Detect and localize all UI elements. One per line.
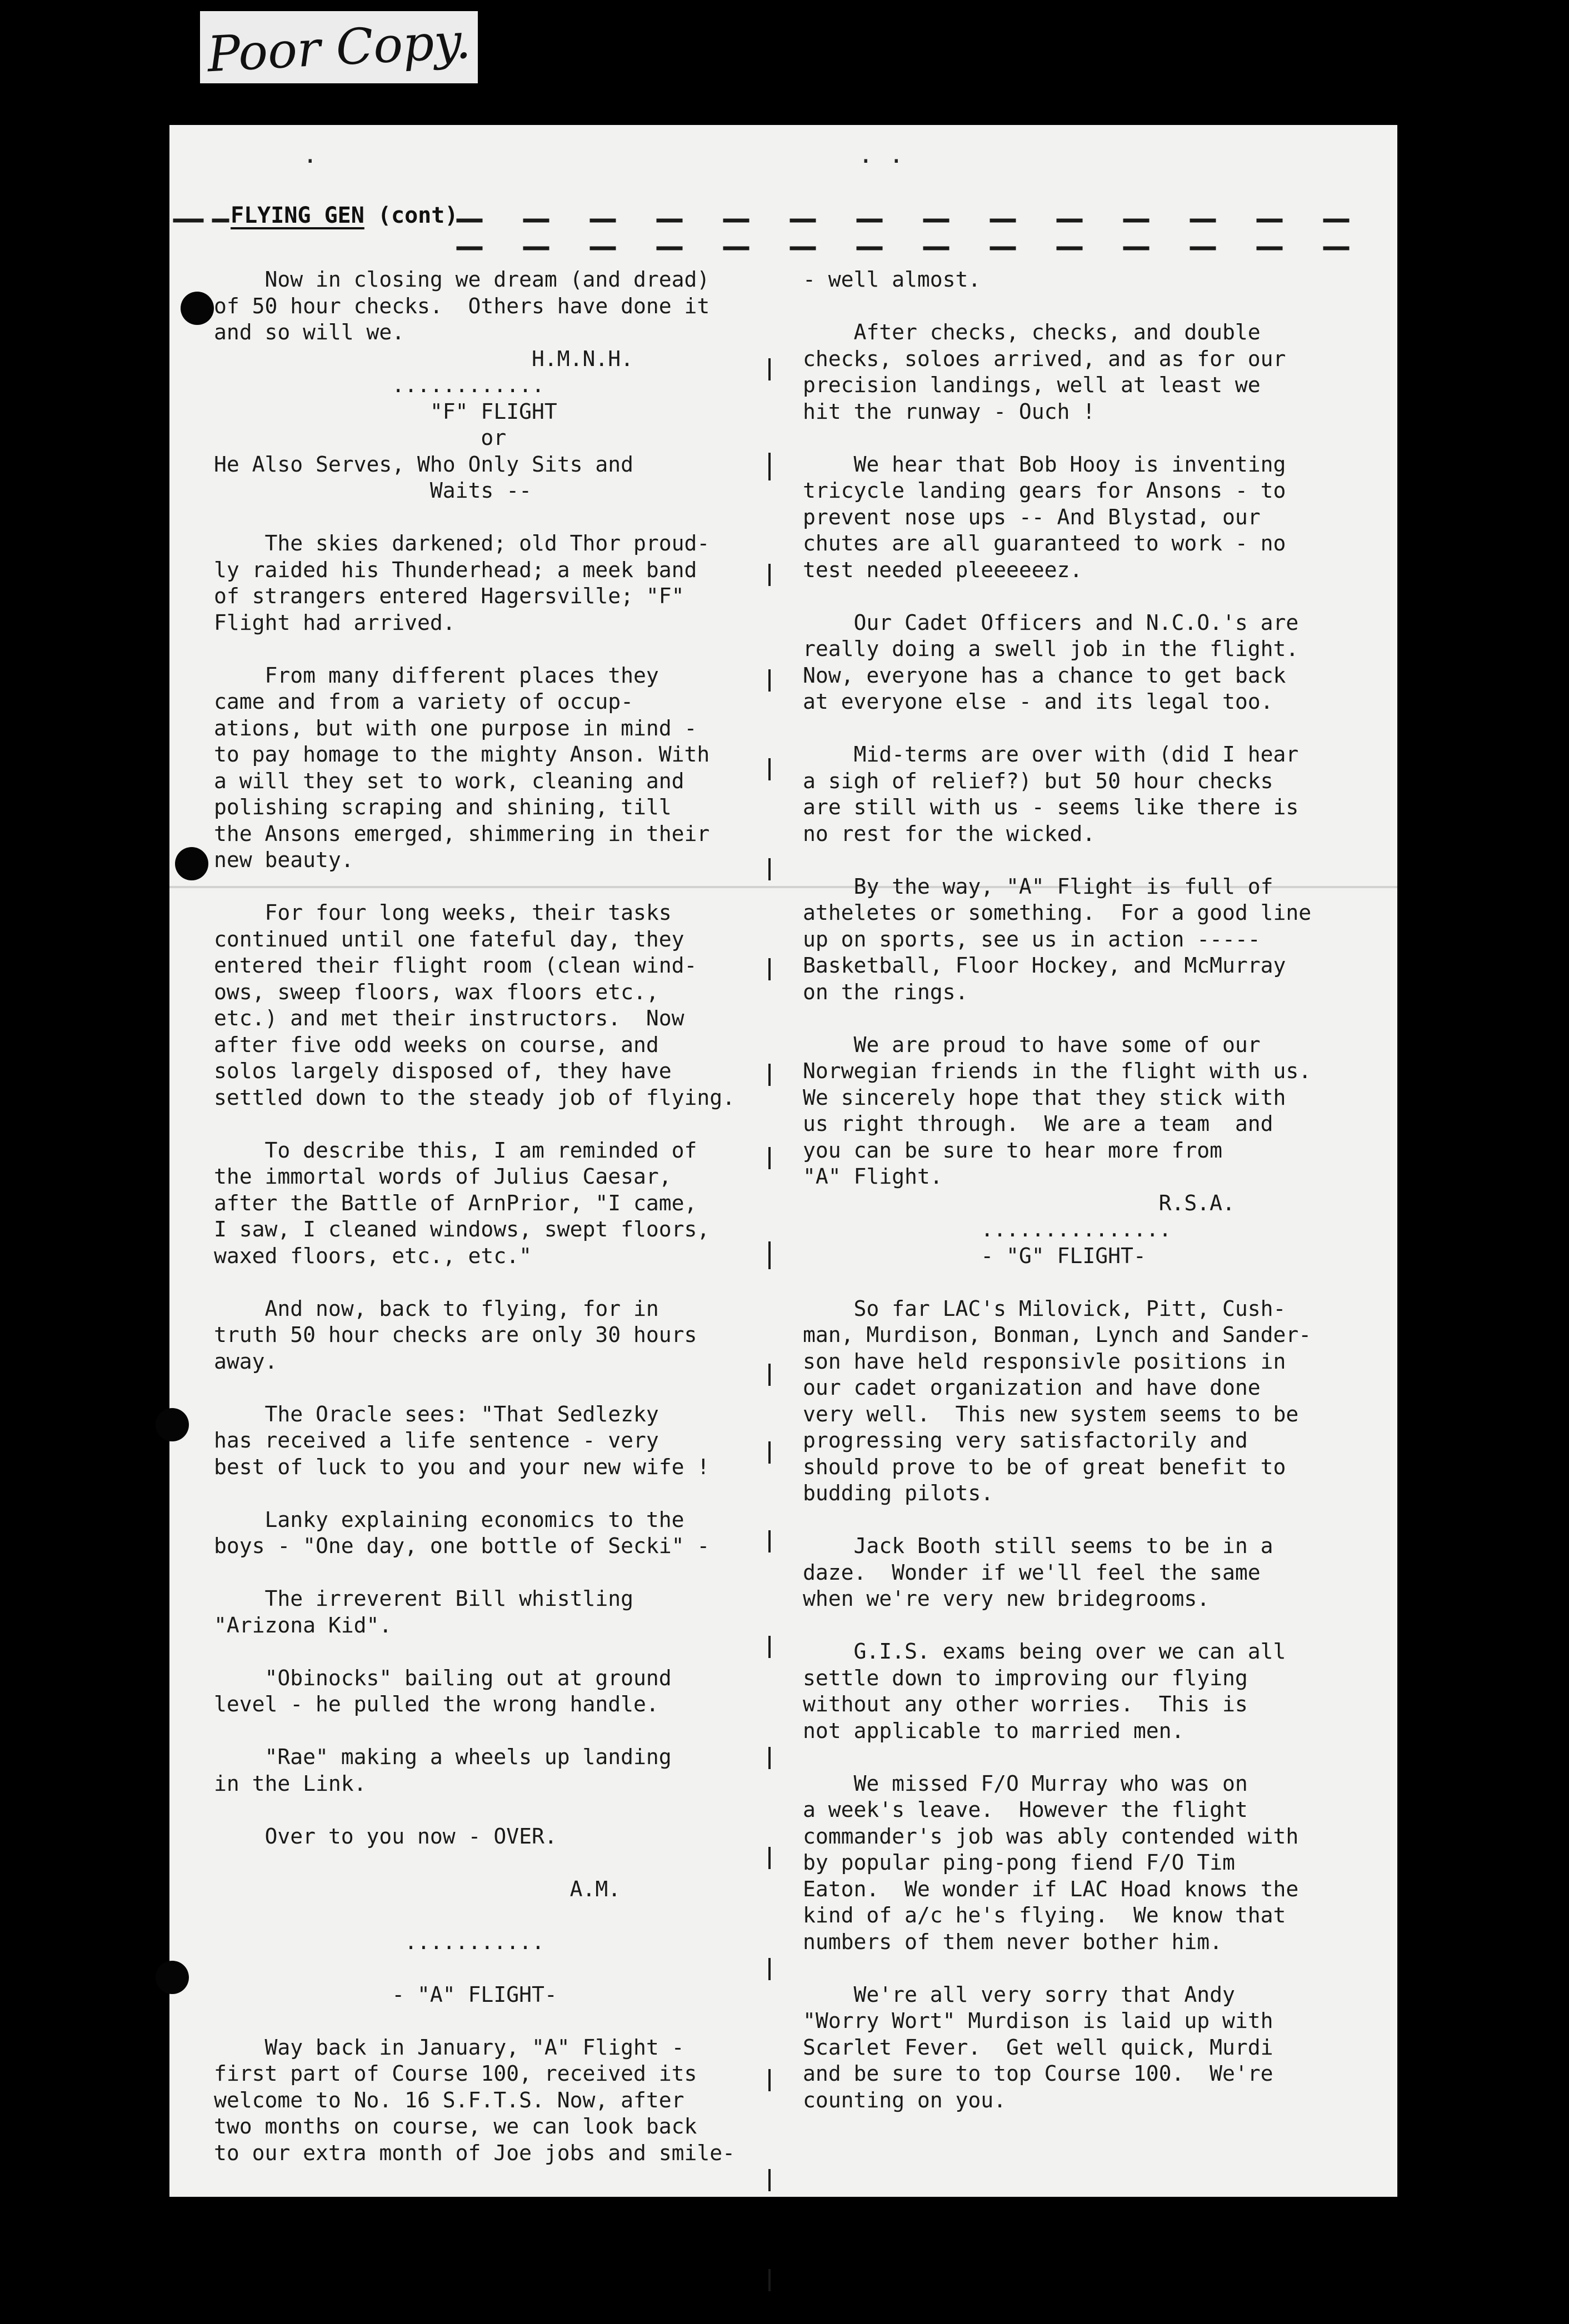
text-line: By the way, "A" Flight is full of [803, 874, 1273, 899]
poor-copy-stamp [200, 11, 478, 83]
text-line: very well. This new system seems to be [803, 1401, 1299, 1426]
text-line: "Obinocks" bailing out at ground [214, 1665, 672, 1690]
text-line: in the Link. [214, 1771, 367, 1796]
text-line: you can be sure to hear more from [803, 1138, 1222, 1163]
text-line: on the rings. [803, 979, 968, 1004]
punch-hole-2 [175, 847, 208, 880]
text-line: "A" Flight. [803, 1164, 943, 1189]
text-line: no rest for the wicked. [803, 821, 1096, 846]
text-line: ............... [803, 1217, 1172, 1241]
text-line: After checks, checks, and double [803, 320, 1261, 344]
text-line: without any other worries. This is [803, 1692, 1248, 1716]
punch-hole-3 [156, 1408, 189, 1441]
text-line: truth 50 hour checks are only 30 hours [214, 1323, 697, 1347]
text-line: first part of Course 100, received its [214, 2061, 697, 2086]
text-line: Eaton. We wonder if LAC Hoad knows the [803, 1876, 1299, 1901]
text-line: Basketball, Floor Hockey, and McMurray [803, 953, 1286, 978]
text-line [803, 425, 1392, 452]
text-line: us right through. We are a team and [803, 1111, 1273, 1136]
text-line: a will they set to work, cleaning and [214, 768, 684, 793]
text-line: to pay homage to the mighty Anson. With [214, 742, 710, 767]
text-line: settle down to improving our flying [803, 1665, 1248, 1690]
text-line: The Oracle sees: "That Sedlezky [214, 1401, 659, 1426]
text-line: not applicable to married men. [803, 1718, 1185, 1743]
text-line: I saw, I cleaned windows, swept floors, [214, 1217, 710, 1241]
text-line: after the Battle of ArnPrior, "I came, [214, 1190, 697, 1215]
text-line: - "A" FLIGHT- [214, 1982, 557, 2007]
text-line: at everyone else - and its legal too. [803, 689, 1273, 714]
text-line: and so will we. [214, 320, 405, 344]
text-line: Over to you now - OVER. [214, 1824, 557, 1849]
text-line: ............ [214, 373, 544, 397]
text-line: chutes are all guaranteed to work - no [803, 531, 1286, 555]
text-line: level - he pulled the wrong handle. [214, 1692, 659, 1716]
text-line: son have held responsivle positions in [803, 1349, 1286, 1374]
text-line: ........... [214, 1929, 544, 1954]
text-line: Scarlet Fever. Get well quick, Murdi [803, 2035, 1273, 2060]
text-line: test needed pleeeeeez. [803, 557, 1083, 582]
text-line: The irreverent Bill whistling [214, 1586, 633, 1611]
text-line: away. [214, 1349, 278, 1374]
text-line: welcome to No. 16 S.F.T.S. Now, after [214, 2087, 684, 2112]
text-line: commander's job was ably contended with [803, 1824, 1299, 1849]
text-line: progressing very satisfactorily and [803, 1428, 1248, 1452]
text-line: Way back in January, "A" Flight - [214, 2035, 684, 2060]
text-line: kind of a/c he's flying. We know that [803, 1903, 1286, 1927]
text-line: G.I.S. exams being over we can all [803, 1639, 1286, 1664]
text-line: - "G" FLIGHT- [803, 1243, 1146, 1268]
text-line [803, 1269, 1392, 1296]
text-line: or [214, 425, 507, 450]
text-line: A.M. [214, 1876, 621, 1901]
section-title-cont: (cont) [377, 203, 458, 228]
text-line: daze. Wonder if we'll feel the same [803, 1560, 1261, 1585]
text-line: We hear that Bob Hooy is inventing [803, 452, 1286, 477]
text-line: has received a life sentence - very [214, 1428, 659, 1452]
text-line [803, 847, 1392, 874]
text-line: hit the runway - Ouch ! [803, 399, 1096, 424]
text-line: "Worry Wort" Murdison is laid up with [803, 2009, 1273, 2033]
text-line: We are proud to have some of our [803, 1032, 1261, 1057]
text-line: of 50 hour checks. Others have done it [214, 293, 710, 318]
text-line: To describe this, I am reminded of [214, 1138, 697, 1163]
text-line: Now, everyone has a chance to get back [803, 663, 1286, 688]
text-line: ly raided his Thunderhead; a meek band [214, 557, 697, 582]
text-line: Now in closing we dream (and dread) [214, 267, 710, 292]
text-line: and be sure to top Course 100. We're [803, 2061, 1273, 2086]
text-line: entered their flight room (clean wind- [214, 953, 697, 978]
text-line: by popular ping-pong fiend F/O Tim [803, 1850, 1235, 1875]
text-line: "Rae" making a wheels up landing [214, 1745, 672, 1769]
section-title [231, 203, 458, 228]
text-line: precision landings, well at least we [803, 373, 1261, 397]
text-line: The skies darkened; old Thor proud- [214, 531, 710, 555]
text-line: of strangers entered Hagersville; "F" [214, 584, 684, 608]
text-line [803, 1612, 1392, 1639]
text-line: - well almost. [803, 267, 981, 292]
right-column [803, 267, 1392, 2113]
text-line: We sincerely hope that they stick with [803, 1085, 1286, 1110]
text-line: waxed floors, etc., etc." [214, 1243, 532, 1268]
text-line: ations, but with one purpose in mind - [214, 715, 697, 740]
text-line: up on sports, see us in action ----- [803, 926, 1261, 951]
punch-hole-1 [181, 292, 214, 325]
text-line: "Arizona Kid". [214, 1612, 392, 1637]
text-line: For four long weeks, their tasks [214, 900, 672, 925]
text-line: He Also Serves, Who Only Sits and [214, 452, 633, 477]
text-line: are still with us - seems like there is [803, 795, 1299, 819]
text-line: a sigh of relief?) but 50 hour checks [803, 768, 1273, 793]
text-line: two months on course, we can look back [214, 2114, 697, 2138]
text-line: polishing scraping and shining, till [214, 795, 672, 819]
text-line: continued until one fateful day, they [214, 926, 684, 951]
text-line: "F" FLIGHT [214, 399, 557, 424]
text-line [803, 293, 1392, 320]
text-line: atheletes or something. For a good line [803, 900, 1312, 925]
text-line [803, 583, 1392, 610]
text-line: Waits -- [214, 478, 532, 503]
text-line: Flight had arrived. [214, 610, 456, 635]
stamp-text: Poor Copy. [206, 12, 472, 83]
text-line: counting on you. [803, 2087, 1007, 2112]
text-line: budding pilots. [803, 1481, 994, 1505]
text-line: new beauty. [214, 848, 354, 872]
text-line: tricycle landing gears for Ansons - to [803, 478, 1286, 503]
text-line: should prove to be of great benefit to [803, 1454, 1286, 1479]
text-line: Norwegian friends in the flight with us. [803, 1059, 1312, 1083]
document-page: · · · FLYING GEN (cont) Now in closing we dream (and dread) of 50 hour checks. Others have done it and so will we. H.M.N.H. ............ "F" FLIGHT or He Also Serves, Who Only Sits and Waits -- The skies darkened; old Thor proud- ly raided his Thunderhead; a meek band of strangers entered Hagersville; "F" Flight had arrived. From many different places they came and from a variety of occup- ations, but with one purpose in mind - to pay homage to the mighty Anson. With a will they set to work, cleaning and polishing scraping and shining, till the Ansons emerged, shimmering in their new beauty. For four long weeks, their tasks continued until one fateful day, they entered their flight room (clean wind- ows, sweep floors, wax floors etc., etc.) and met their instructors. Now after five odd weeks on course, and solos largely disposed of, they have settled down to the steady job of flying. To describe this, I am reminded of the immortal words of Julius Caesar, after the Battle of ArnPrior, "I came, I saw, I cleaned windows, swept floors, waxed floors, etc., etc." And now, back to flying, for in truth 50 hour checks are only 30 hours away. The Oracle sees: "That Sedlezky has received a life sentence - very best of luck to you and your new wife ! Lanky explaining economics to the boys - "One day, one bottle of Secki" - The irreverent Bill whistling "Arizona Kid". "Obinocks" bailing out at ground level - he pulled the wrong handle. "Rae" making a wheels up landing in the Link. Over to you now - OVER. A.M. ........... - "A" FLIGHT- Way back in January, "A" Flight - first part of Course 100, received its welcome to No. 16 S.F.T.S. Now, after two months on course, we can look back to our extra month of Joe jobs and smile- - well almost. After checks, checks, and double checks, soloes arrived, and as for our precision landings, well at least we hit the runway - Ouch ! We hear that Bob Hooy is inventing tricycle landing gears for Ansons - to prevent nose ups -- And Blystad, our chutes are all guaranteed to work - no test needed pleeeeeez. Our Cadet Officers and N.C.O.'s are really doing a swell job in the flight. Now, everyone has a chance to get back at everyone else - and its legal too. Mid-terms are over with (did I hear a sigh of relief?) but 50 hour checks are still with us - seems like there is no rest for the wicked. By the way, "A" Flight is full of atheletes or something. For a good line up on sports, see us in action ----- Basketball, Floor Hockey, and McMurray on the rings. We are proud to have some of our Norwegian friends in the flight with us. We sincerely hope that they stick with us right through. We are a team and you can be sure to hear more from "A" Flight. R.S.A. ............... - "G" FLIGHT- So far LAC's Milovick, Pitt, Cush- man, Murdison, Bonman, Lynch and Sander- son have held responsivle positions in our cadet organization and have done very well. This new system seems to be progressing very satisfactorily and should prove to be of great benefit to budding pilots. Jack Booth still seems to be in a daze. Wonder if we'll feel the same when we're very new bridegrooms. G.I.S. exams being over we can all settle down to improving our flying without any other worries. This is not applicable to married men. We missed F/O Murray who was on a week's leave. However the flight commander's job was ably contended with by popular ping-pong fiend F/O Tim Eaton. We wonder if LAC Hoad knows the kind of a/c he's flying. We know that numbers of them never bother him. We're all very sorry that Andy "Worry Wort" Murdison is laid up with Scarlet Fever. Get well quick, Murdi and be sure to top Course 100. We're counting on you. [169, 125, 1397, 2197]
section-title-main: FLYING GEN [231, 203, 364, 228]
text-line: the Ansons emerged, shimmering in their [214, 821, 710, 846]
text-line: the immortal words of Julius Caesar, [214, 1164, 672, 1189]
text-line: ows, sweep floors, wax floors etc., [214, 979, 659, 1004]
text-line [803, 1507, 1392, 1534]
text-line: R.S.A. [803, 1190, 1235, 1215]
text-line: So far LAC's Milovick, Pitt, Cush- [803, 1296, 1286, 1321]
text-line: Jack Booth still seems to be in a [803, 1534, 1273, 1558]
text-line: our cadet organization and have done [803, 1375, 1261, 1400]
punch-hole-4 [156, 1961, 189, 1994]
column-divider [768, 358, 771, 2319]
text-line [803, 1744, 1392, 1771]
text-line: H.M.N.H. [214, 346, 633, 371]
text-line [803, 715, 1392, 742]
text-line: after five odd weeks on course, and [214, 1032, 659, 1057]
text-line: a week's leave. However the flight [803, 1797, 1248, 1822]
text-line: really doing a swell job in the flight. [803, 637, 1299, 661]
text-line: best of luck to you and your new wife ! [214, 1454, 710, 1479]
text-line [803, 1005, 1392, 1032]
text-line: And now, back to flying, for in [214, 1296, 659, 1321]
text-line: etc.) and met their instructors. Now [214, 1006, 684, 1030]
text-line: Our Cadet Officers and N.C.O.'s are [803, 610, 1299, 635]
text-line: to our extra month of Joe jobs and smile- [214, 2140, 735, 2165]
text-line: Lanky explaining economics to the [214, 1507, 684, 1532]
text-line: Mid-terms are over with (did I hear [803, 742, 1299, 767]
text-line [803, 1955, 1392, 1982]
text-line: solos largely disposed of, they have [214, 1059, 672, 1083]
text-line: prevent nose ups -- And Blystad, our [803, 504, 1261, 529]
text-line: when we're very new bridegrooms. [803, 1586, 1210, 1611]
text-line: settled down to the steady job of flying. [214, 1085, 735, 1110]
text-line: boys - "One day, one bottle of Secki" - [214, 1534, 710, 1558]
text-line: man, Murdison, Bonman, Lynch and Sander- [803, 1323, 1312, 1347]
text-line: We missed F/O Murray who was on [803, 1771, 1248, 1796]
text-line: checks, soloes arrived, and as for our [803, 346, 1286, 371]
text-line: came and from a variety of occup- [214, 689, 633, 714]
page-header [169, 197, 1397, 258]
text-line: We're all very sorry that Andy [803, 1982, 1235, 2007]
text-line: numbers of them never bother him. [803, 1929, 1222, 1954]
text-line: From many different places they [214, 663, 659, 688]
